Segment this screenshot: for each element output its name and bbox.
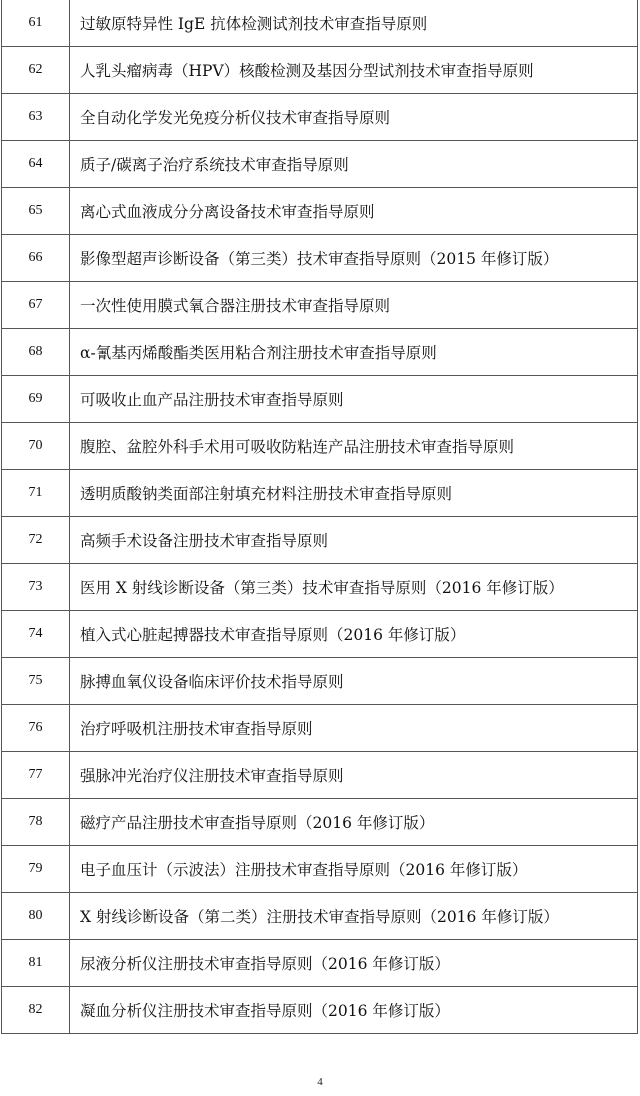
guideline-title: 高频手术设备注册技术审查指导原则 [70,517,638,564]
table-row [2,705,638,752]
guideline-title: α-氰基丙烯酸酯类医用粘合剂注册技术审查指导原则 [70,329,638,376]
table-row [2,94,638,141]
guideline-title: 强脉冲光治疗仪注册技术审查指导原则 [70,752,638,799]
table-row [2,141,638,188]
row-number: 63 [2,94,70,141]
row-number: 67 [2,282,70,329]
guideline-title: 治疗呼吸机注册技术审查指导原则 [70,705,638,752]
guideline-title: 一次性使用膜式氧合器注册技术审查指导原则 [70,282,638,329]
table-row [2,940,638,987]
row-number: 76 [2,705,70,752]
row-number: 80 [2,893,70,940]
table-row [2,188,638,235]
guideline-title: 全自动化学发光免疫分析仪技术审查指导原则 [70,94,638,141]
table-row [2,470,638,517]
guideline-title: 腹腔、盆腔外科手术用可吸收防粘连产品注册技术审查指导原则 [70,423,638,470]
guideline-title: 过敏原特异性 IgE 抗体检测试剂技术审查指导原则 [70,0,638,47]
guideline-title: 人乳头瘤病毒（HPV）核酸检测及基因分型试剂技术审查指导原则 [70,47,638,94]
guideline-table [1,0,638,1034]
table-row [2,0,638,47]
row-number: 79 [2,846,70,893]
guideline-title: 电子血压计（示波法）注册技术审查指导原则（2016 年修订版） [70,846,638,893]
row-number: 77 [2,752,70,799]
row-number: 64 [2,141,70,188]
page-number: 4 [317,1076,323,1088]
table-row [2,987,638,1034]
guideline-title: 影像型超声诊断设备（第三类）技术审查指导原则（2015 年修订版） [70,235,638,282]
table-row [2,752,638,799]
table-row [2,423,638,470]
guideline-title: 脉搏血氧仪设备临床评价技术指导原则 [70,658,638,705]
table-row [2,658,638,705]
row-number: 65 [2,188,70,235]
guideline-title: 凝血分析仪注册技术审查指导原则（2016 年修订版） [70,987,638,1034]
row-number: 73 [2,564,70,611]
row-number: 72 [2,517,70,564]
table-row [2,517,638,564]
row-number: 78 [2,799,70,846]
guideline-title: 尿液分析仪注册技术审查指导原则（2016 年修订版） [70,940,638,987]
table-row [2,564,638,611]
guideline-title: 磁疗产品注册技术审查指导原则（2016 年修订版） [70,799,638,846]
guideline-title: X 射线诊断设备（第二类）注册技术审查指导原则（2016 年修订版） [70,893,638,940]
guideline-title: 质子/碳离子治疗系统技术审查指导原则 [70,141,638,188]
row-number: 61 [2,0,70,47]
row-number: 74 [2,611,70,658]
row-number: 81 [2,940,70,987]
guideline-title: 可吸收止血产品注册技术审查指导原则 [70,376,638,423]
row-number: 69 [2,376,70,423]
guideline-title: 透明质酸钠类面部注射填充材料注册技术审查指导原则 [70,470,638,517]
guideline-title: 离心式血液成分分离设备技术审查指导原则 [70,188,638,235]
guideline-title: 医用 X 射线诊断设备（第三类）技术审查指导原则（2016 年修订版） [70,564,638,611]
row-number: 82 [2,987,70,1034]
row-number: 66 [2,235,70,282]
table-row [2,47,638,94]
table-row [2,611,638,658]
row-number: 71 [2,470,70,517]
table-row [2,893,638,940]
row-number: 70 [2,423,70,470]
row-number: 62 [2,47,70,94]
table-row [2,235,638,282]
guideline-table-body [2,0,638,1034]
guideline-title: 植入式心脏起搏器技术审查指导原则（2016 年修订版） [70,611,638,658]
table-row [2,376,638,423]
table-row [2,282,638,329]
row-number: 68 [2,329,70,376]
table-row [2,329,638,376]
table-row [2,846,638,893]
table-row [2,799,638,846]
row-number: 75 [2,658,70,705]
